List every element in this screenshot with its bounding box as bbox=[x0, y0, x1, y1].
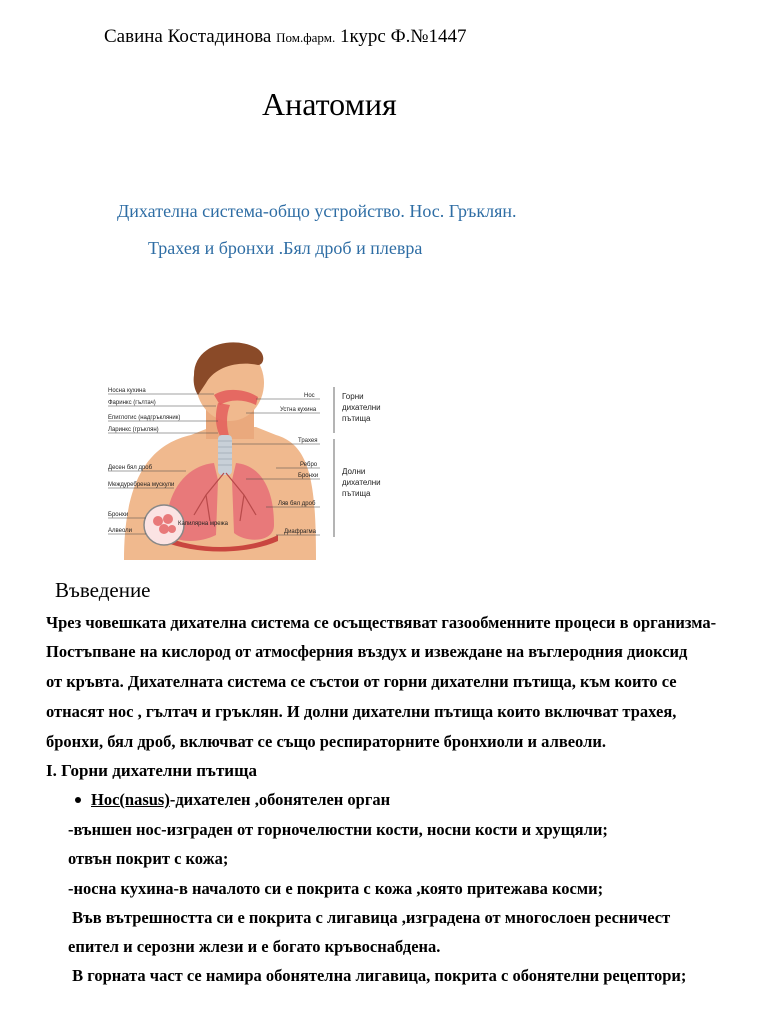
svg-text:пътища: пътища bbox=[342, 489, 371, 498]
label-alveoli: Алвеоли bbox=[108, 528, 133, 534]
label-left-lung: Ляв бял дроб bbox=[278, 501, 316, 507]
bullet-nose bbox=[91, 790, 390, 810]
body-line-5: бронхи, бял дроб, включват се също респираторните бронхиоли и алвеоли. bbox=[46, 732, 606, 751]
label-bronchi-left: Бронхи bbox=[108, 512, 129, 518]
sub-line-6: В горната част се намира обонятелна лигавица, покрита с обонятелни рецептори; bbox=[68, 966, 687, 985]
label-trachea: Трахея bbox=[298, 438, 318, 444]
document-title: Анатомия bbox=[262, 86, 397, 122]
label-intercostal-muscles: Междуребрена мускули bbox=[108, 482, 175, 488]
author-line bbox=[104, 26, 467, 48]
label-pharynx: Фаринкс (гълтач) bbox=[108, 400, 156, 406]
sub-line-2: отвън покрит с кожа; bbox=[68, 849, 229, 868]
author-course: 1курс Ф.№1447 bbox=[339, 26, 467, 47]
label-nose: Нос bbox=[304, 393, 315, 399]
intro-heading: Въведение bbox=[55, 578, 151, 602]
label-larynx: Ларинкс (гръклян) bbox=[108, 427, 159, 433]
label-bronchi-right: Бронхи bbox=[298, 473, 319, 479]
body-line-1: Чрез човешката дихателна система се осъществяват газообменните процеси в организма- bbox=[46, 613, 717, 632]
sub-line-1: -външен нос-изграден от горночелюстни кости, носни кости и хрущяли; bbox=[68, 820, 608, 839]
respiratory-system-illustration bbox=[106, 335, 396, 565]
author-role: Пом.фарм. bbox=[276, 30, 336, 45]
subtitle-line-1: Дихателна система-общо устройство. Нос. Гръклян. bbox=[117, 201, 517, 221]
section-heading-upper-airways: I. Горни дихателни пътища bbox=[46, 761, 257, 780]
label-right-lung: Десен бял дроб bbox=[108, 465, 153, 471]
label-nasal-cavity: Носна кухина bbox=[108, 388, 146, 394]
label-diaphragm: Диафрагма bbox=[284, 529, 317, 535]
upper-airways-label bbox=[342, 392, 381, 423]
svg-text:Горни: Горни bbox=[342, 392, 364, 401]
body-line-4: отнасят нос , гълтач и гръклян. И долни дихателни пътища които включват трахея, bbox=[46, 702, 677, 721]
bullet-dot bbox=[75, 797, 81, 803]
author-name: Савина Костадинова bbox=[104, 26, 272, 47]
bullet-nose-desc: -дихателен ,обонятелен орган bbox=[169, 790, 391, 809]
svg-text:пътища: пътища bbox=[342, 414, 371, 423]
label-oral-cavity: Устна кухина bbox=[280, 407, 317, 413]
sub-line-3: -носна кухина-в началото си е покрита с кожа ,която притежава косми; bbox=[68, 879, 604, 898]
body-line-2: Постъпване на кислород от атмосферния въздух и извеждане на въглеродния диоксид bbox=[46, 642, 688, 661]
label-capillary-network: Капилярна мрежа bbox=[178, 521, 228, 527]
label-epiglottis: Епиглотис (надгръкляник) bbox=[108, 415, 181, 421]
bullet-nose-term: Нос(nasus) bbox=[91, 790, 170, 809]
lower-airways-label bbox=[342, 467, 381, 498]
svg-text:Долни: Долни bbox=[342, 467, 366, 476]
subtitle-line-2: Трахея и бронхи .Бял дроб и плевра bbox=[148, 238, 423, 258]
body-line-3: от кръвта. Дихателната система се състои от горни дихателни пътища, към които се bbox=[46, 672, 677, 691]
sub-line-5: епител и серозни жлези и е богато кръвоснабдена. bbox=[68, 937, 441, 956]
svg-text:дихателни: дихателни bbox=[342, 478, 381, 487]
svg-text:дихателни: дихателни bbox=[342, 403, 381, 412]
label-rib: Ребро bbox=[300, 462, 318, 468]
sub-line-4: Във вътрешността си е покрита с лигавица ,изградена от многослоен ресничест bbox=[68, 908, 671, 927]
